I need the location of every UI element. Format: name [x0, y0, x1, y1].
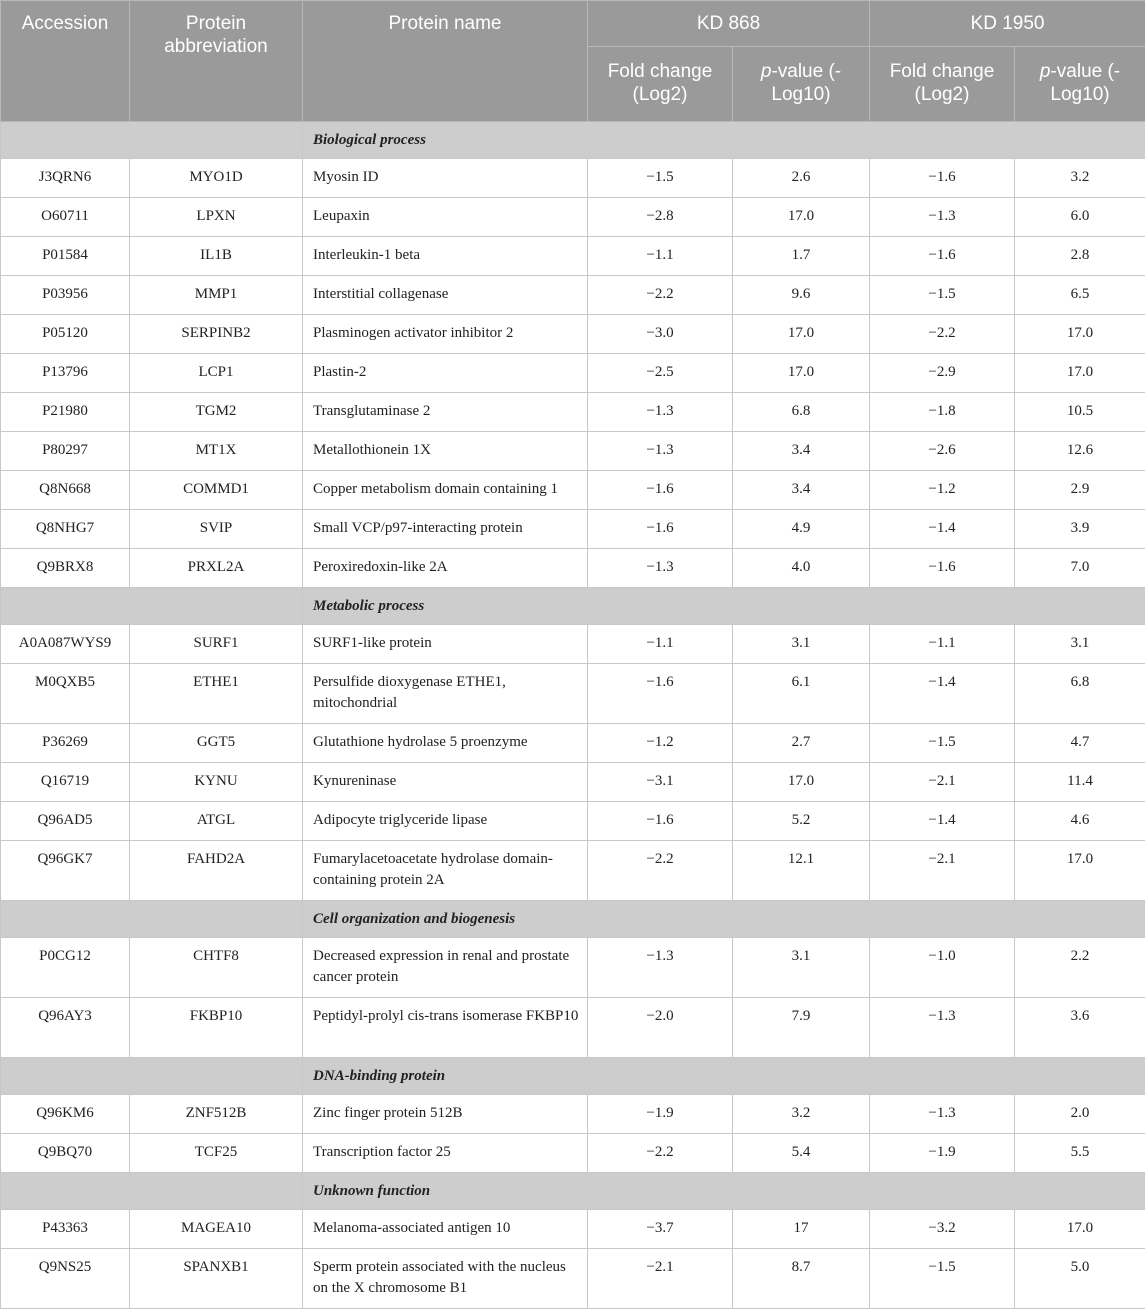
- kd868-p-value-cell: 4.9: [733, 510, 870, 549]
- table-row: [1, 198, 1145, 237]
- protein-name-cell: Sperm protein associated with the nucleus on the X chromosome B1: [303, 1249, 588, 1309]
- abbreviation-cell: SPANXB1: [130, 1249, 303, 1309]
- accession-cell: Q9BRX8: [1, 549, 130, 588]
- table-row: [1, 432, 1145, 471]
- accession-cell: P21980: [1, 393, 130, 432]
- category-spacer: [1, 122, 303, 159]
- header-kd868: KD 868: [588, 1, 870, 47]
- kd1950-p-value-cell: 3.9: [1015, 510, 1145, 549]
- kd868-fold-change-cell: −1.9: [588, 1095, 733, 1134]
- protein-name-cell: Zinc finger protein 512B: [303, 1095, 588, 1134]
- kd868-fold-change-cell: −1.3: [588, 432, 733, 471]
- kd868-p-value-cell: 3.1: [733, 625, 870, 664]
- protein-name-cell: Persulfide dioxygenase ETHE1, mitochondrial: [303, 664, 588, 724]
- accession-cell: M0QXB5: [1, 664, 130, 724]
- protein-name-cell: Peptidyl-prolyl cis-trans isomerase FKBP10: [303, 998, 588, 1058]
- category-label: Biological process: [303, 122, 1145, 159]
- category-row: [1, 901, 1145, 938]
- accession-cell: Q96AD5: [1, 802, 130, 841]
- category-spacer: [1, 588, 303, 625]
- kd868-p-value-cell: 12.1: [733, 841, 870, 901]
- kd1950-p-value-cell: 17.0: [1015, 1210, 1145, 1249]
- table-row: [1, 998, 1145, 1058]
- accession-cell: Q8NHG7: [1, 510, 130, 549]
- kd1950-p-value-cell: 10.5: [1015, 393, 1145, 432]
- kd1950-p-value-cell: 5.0: [1015, 1249, 1145, 1309]
- kd868-p-value-cell: 17.0: [733, 354, 870, 393]
- header-protein-name: Protein name: [303, 1, 588, 122]
- header-accession: Accession: [1, 1, 130, 122]
- kd868-p-value-cell: 17.0: [733, 763, 870, 802]
- kd1950-fold-change-cell: −1.5: [870, 724, 1015, 763]
- kd868-fold-change-cell: −3.0: [588, 315, 733, 354]
- kd868-p-value-cell: 3.2: [733, 1095, 870, 1134]
- category-row: [1, 1058, 1145, 1095]
- abbreviation-cell: SURF1: [130, 625, 303, 664]
- kd868-p-value-cell: 3.4: [733, 432, 870, 471]
- kd868-p-value-cell: 1.7: [733, 237, 870, 276]
- accession-cell: P05120: [1, 315, 130, 354]
- kd1950-p-value-cell: 2.2: [1015, 938, 1145, 998]
- kd1950-fold-change-cell: −2.1: [870, 841, 1015, 901]
- abbreviation-cell: MT1X: [130, 432, 303, 471]
- abbreviation-cell: ZNF512B: [130, 1095, 303, 1134]
- category-label: Metabolic process: [303, 588, 1145, 625]
- header-kd1950-fold-change: Fold change (Log2): [870, 47, 1015, 122]
- kd868-fold-change-cell: −1.3: [588, 549, 733, 588]
- table-row: [1, 393, 1145, 432]
- kd1950-p-value-cell: 2.9: [1015, 471, 1145, 510]
- category-label: DNA-binding protein: [303, 1058, 1145, 1095]
- kd868-fold-change-cell: −2.8: [588, 198, 733, 237]
- accession-cell: Q96AY3: [1, 998, 130, 1058]
- kd868-fold-change-cell: −1.3: [588, 393, 733, 432]
- kd868-p-value-cell: 6.1: [733, 664, 870, 724]
- kd868-fold-change-cell: −2.2: [588, 276, 733, 315]
- accession-cell: J3QRN6: [1, 159, 130, 198]
- kd1950-p-value-cell: 17.0: [1015, 841, 1145, 901]
- table-row: [1, 1210, 1145, 1249]
- protein-name-cell: Adipocyte triglyceride lipase: [303, 802, 588, 841]
- accession-cell: P43363: [1, 1210, 130, 1249]
- kd868-p-value-cell: 8.7: [733, 1249, 870, 1309]
- kd868-p-value-cell: 2.6: [733, 159, 870, 198]
- protein-name-cell: Glutathione hydrolase 5 proenzyme: [303, 724, 588, 763]
- kd1950-fold-change-cell: −1.1: [870, 625, 1015, 664]
- abbreviation-cell: MYO1D: [130, 159, 303, 198]
- kd1950-fold-change-cell: −1.6: [870, 159, 1015, 198]
- kd1950-p-value-cell: 11.4: [1015, 763, 1145, 802]
- kd1950-p-value-cell: 12.6: [1015, 432, 1145, 471]
- kd868-fold-change-cell: −3.7: [588, 1210, 733, 1249]
- category-label: Cell organization and biogenesis: [303, 901, 1145, 938]
- kd868-fold-change-cell: −2.1: [588, 1249, 733, 1309]
- table-body: [1, 122, 1145, 1309]
- table-row: [1, 802, 1145, 841]
- kd1950-p-value-cell: 7.0: [1015, 549, 1145, 588]
- kd868-p-value-cell: 9.6: [733, 276, 870, 315]
- abbreviation-cell: KYNU: [130, 763, 303, 802]
- abbreviation-cell: PRXL2A: [130, 549, 303, 588]
- kd1950-p-value-cell: 17.0: [1015, 354, 1145, 393]
- kd1950-fold-change-cell: −1.5: [870, 276, 1015, 315]
- kd1950-p-value-cell: 6.8: [1015, 664, 1145, 724]
- kd1950-fold-change-cell: −1.4: [870, 664, 1015, 724]
- accession-cell: A0A087WYS9: [1, 625, 130, 664]
- kd868-p-value-cell: 7.9: [733, 998, 870, 1058]
- accession-cell: P01584: [1, 237, 130, 276]
- kd1950-fold-change-cell: −2.6: [870, 432, 1015, 471]
- protein-name-cell: Decreased expression in renal and prostate cancer protein: [303, 938, 588, 998]
- kd1950-fold-change-cell: −1.0: [870, 938, 1015, 998]
- kd1950-p-value-cell: 3.2: [1015, 159, 1145, 198]
- abbreviation-cell: ETHE1: [130, 664, 303, 724]
- accession-cell: P80297: [1, 432, 130, 471]
- accession-cell: Q9NS25: [1, 1249, 130, 1309]
- abbreviation-cell: MMP1: [130, 276, 303, 315]
- kd1950-fold-change-cell: −3.2: [870, 1210, 1015, 1249]
- protein-name-cell: Small VCP/p97-interacting protein: [303, 510, 588, 549]
- table-row: [1, 237, 1145, 276]
- kd1950-fold-change-cell: −1.5: [870, 1249, 1015, 1309]
- kd1950-fold-change-cell: −1.6: [870, 549, 1015, 588]
- table-row: [1, 315, 1145, 354]
- protein-name-cell: Transcription factor 25: [303, 1134, 588, 1173]
- kd868-p-value-cell: 5.4: [733, 1134, 870, 1173]
- kd1950-fold-change-cell: −1.8: [870, 393, 1015, 432]
- kd868-p-value-cell: 4.0: [733, 549, 870, 588]
- abbreviation-cell: LPXN: [130, 198, 303, 237]
- category-row: [1, 1173, 1145, 1210]
- protein-name-cell: Interleukin-1 beta: [303, 237, 588, 276]
- table-row: [1, 471, 1145, 510]
- abbreviation-cell: TGM2: [130, 393, 303, 432]
- kd1950-fold-change-cell: −1.3: [870, 998, 1015, 1058]
- abbreviation-cell: TCF25: [130, 1134, 303, 1173]
- kd868-fold-change-cell: −2.0: [588, 998, 733, 1058]
- table-row: [1, 354, 1145, 393]
- kd1950-p-value-cell: 3.6: [1015, 998, 1145, 1058]
- protein-name-cell: SURF1-like protein: [303, 625, 588, 664]
- protein-name-cell: Melanoma-associated antigen 10: [303, 1210, 588, 1249]
- protein-name-cell: Fumarylacetoacetate hydrolase domain-containing protein 2A: [303, 841, 588, 901]
- kd1950-fold-change-cell: −1.3: [870, 1095, 1015, 1134]
- table-row: [1, 625, 1145, 664]
- kd868-p-value-cell: 3.1: [733, 938, 870, 998]
- p-value-label: -value (-Log10): [1050, 61, 1120, 105]
- category-spacer: [1, 901, 303, 938]
- protein-name-cell: Interstitial collagenase: [303, 276, 588, 315]
- abbreviation-cell: CHTF8: [130, 938, 303, 998]
- kd868-fold-change-cell: −3.1: [588, 763, 733, 802]
- abbreviation-cell: ATGL: [130, 802, 303, 841]
- kd868-fold-change-cell: −1.1: [588, 625, 733, 664]
- kd868-fold-change-cell: −2.5: [588, 354, 733, 393]
- table-header: [1, 1, 1145, 122]
- kd1950-fold-change-cell: −1.4: [870, 802, 1015, 841]
- kd1950-p-value-cell: 4.6: [1015, 802, 1145, 841]
- kd1950-fold-change-cell: −2.1: [870, 763, 1015, 802]
- kd1950-fold-change-cell: −1.6: [870, 237, 1015, 276]
- header-kd1950-p-value: [1015, 47, 1145, 122]
- kd1950-p-value-cell: 5.5: [1015, 1134, 1145, 1173]
- kd1950-fold-change-cell: −2.2: [870, 315, 1015, 354]
- header-kd1950: KD 1950: [870, 1, 1145, 47]
- kd1950-fold-change-cell: −1.2: [870, 471, 1015, 510]
- kd1950-fold-change-cell: −2.9: [870, 354, 1015, 393]
- header-kd868-fold-change: Fold change (Log2): [588, 47, 733, 122]
- abbreviation-cell: FKBP10: [130, 998, 303, 1058]
- abbreviation-cell: SERPINB2: [130, 315, 303, 354]
- kd868-fold-change-cell: −1.3: [588, 938, 733, 998]
- category-spacer: [1, 1058, 303, 1095]
- kd1950-p-value-cell: 17.0: [1015, 315, 1145, 354]
- category-spacer: [1, 1173, 303, 1210]
- abbreviation-cell: LCP1: [130, 354, 303, 393]
- category-row: [1, 122, 1145, 159]
- accession-cell: Q96GK7: [1, 841, 130, 901]
- kd868-fold-change-cell: −1.6: [588, 664, 733, 724]
- table-row: [1, 763, 1145, 802]
- abbreviation-cell: GGT5: [130, 724, 303, 763]
- header-abbreviation: Protein abbreviation: [130, 1, 303, 122]
- kd868-fold-change-cell: −1.6: [588, 802, 733, 841]
- kd868-fold-change-cell: −1.6: [588, 510, 733, 549]
- kd1950-p-value-cell: 2.8: [1015, 237, 1145, 276]
- kd1950-p-value-cell: 6.5: [1015, 276, 1145, 315]
- table-row: [1, 938, 1145, 998]
- kd868-p-value-cell: 6.8: [733, 393, 870, 432]
- kd868-p-value-cell: 5.2: [733, 802, 870, 841]
- kd868-fold-change-cell: −1.6: [588, 471, 733, 510]
- abbreviation-cell: SVIP: [130, 510, 303, 549]
- protein-name-cell: Peroxiredoxin-like 2A: [303, 549, 588, 588]
- table-row: [1, 1134, 1145, 1173]
- protein-name-cell: Transglutaminase 2: [303, 393, 588, 432]
- kd1950-fold-change-cell: −1.3: [870, 198, 1015, 237]
- abbreviation-cell: COMMD1: [130, 471, 303, 510]
- table-row: [1, 1095, 1145, 1134]
- kd868-fold-change-cell: −1.5: [588, 159, 733, 198]
- kd1950-p-value-cell: 2.0: [1015, 1095, 1145, 1134]
- kd868-fold-change-cell: −1.2: [588, 724, 733, 763]
- accession-cell: Q8N668: [1, 471, 130, 510]
- kd868-fold-change-cell: −1.1: [588, 237, 733, 276]
- abbreviation-cell: FAHD2A: [130, 841, 303, 901]
- protein-name-cell: Myosin ID: [303, 159, 588, 198]
- protein-name-cell: Plastin-2: [303, 354, 588, 393]
- kd1950-p-value-cell: 6.0: [1015, 198, 1145, 237]
- p-italic: p: [761, 61, 772, 82]
- header-kd868-p-value: [733, 47, 870, 122]
- kd1950-p-value-cell: 3.1: [1015, 625, 1145, 664]
- p-value-label: -value (-Log10): [771, 61, 841, 105]
- abbreviation-cell: MAGEA10: [130, 1210, 303, 1249]
- abbreviation-cell: IL1B: [130, 237, 303, 276]
- category-row: [1, 588, 1145, 625]
- accession-cell: O60711: [1, 198, 130, 237]
- kd1950-fold-change-cell: −1.9: [870, 1134, 1015, 1173]
- category-label: Unknown function: [303, 1173, 1145, 1210]
- table-row: [1, 510, 1145, 549]
- table-row: [1, 159, 1145, 198]
- table-row: [1, 724, 1145, 763]
- table-row: [1, 841, 1145, 901]
- table-row: [1, 549, 1145, 588]
- protein-name-cell: Plasminogen activator inhibitor 2: [303, 315, 588, 354]
- protein-name-cell: Leupaxin: [303, 198, 588, 237]
- kd868-p-value-cell: 3.4: [733, 471, 870, 510]
- protein-name-cell: Copper metabolism domain containing 1: [303, 471, 588, 510]
- accession-cell: P0CG12: [1, 938, 130, 998]
- kd868-p-value-cell: 17.0: [733, 315, 870, 354]
- table-row: [1, 276, 1145, 315]
- accession-cell: Q96KM6: [1, 1095, 130, 1134]
- kd868-p-value-cell: 17.0: [733, 198, 870, 237]
- kd868-p-value-cell: 2.7: [733, 724, 870, 763]
- protein-name-cell: Metallothionein 1X: [303, 432, 588, 471]
- table-row: [1, 664, 1145, 724]
- kd1950-p-value-cell: 4.7: [1015, 724, 1145, 763]
- accession-cell: P03956: [1, 276, 130, 315]
- kd868-fold-change-cell: −2.2: [588, 1134, 733, 1173]
- kd868-p-value-cell: 17: [733, 1210, 870, 1249]
- accession-cell: P36269: [1, 724, 130, 763]
- protein-name-cell: Kynureninase: [303, 763, 588, 802]
- kd868-fold-change-cell: −2.2: [588, 841, 733, 901]
- accession-cell: Q9BQ70: [1, 1134, 130, 1173]
- p-italic: p: [1040, 61, 1051, 82]
- accession-cell: Q16719: [1, 763, 130, 802]
- accession-cell: P13796: [1, 354, 130, 393]
- kd1950-fold-change-cell: −1.4: [870, 510, 1015, 549]
